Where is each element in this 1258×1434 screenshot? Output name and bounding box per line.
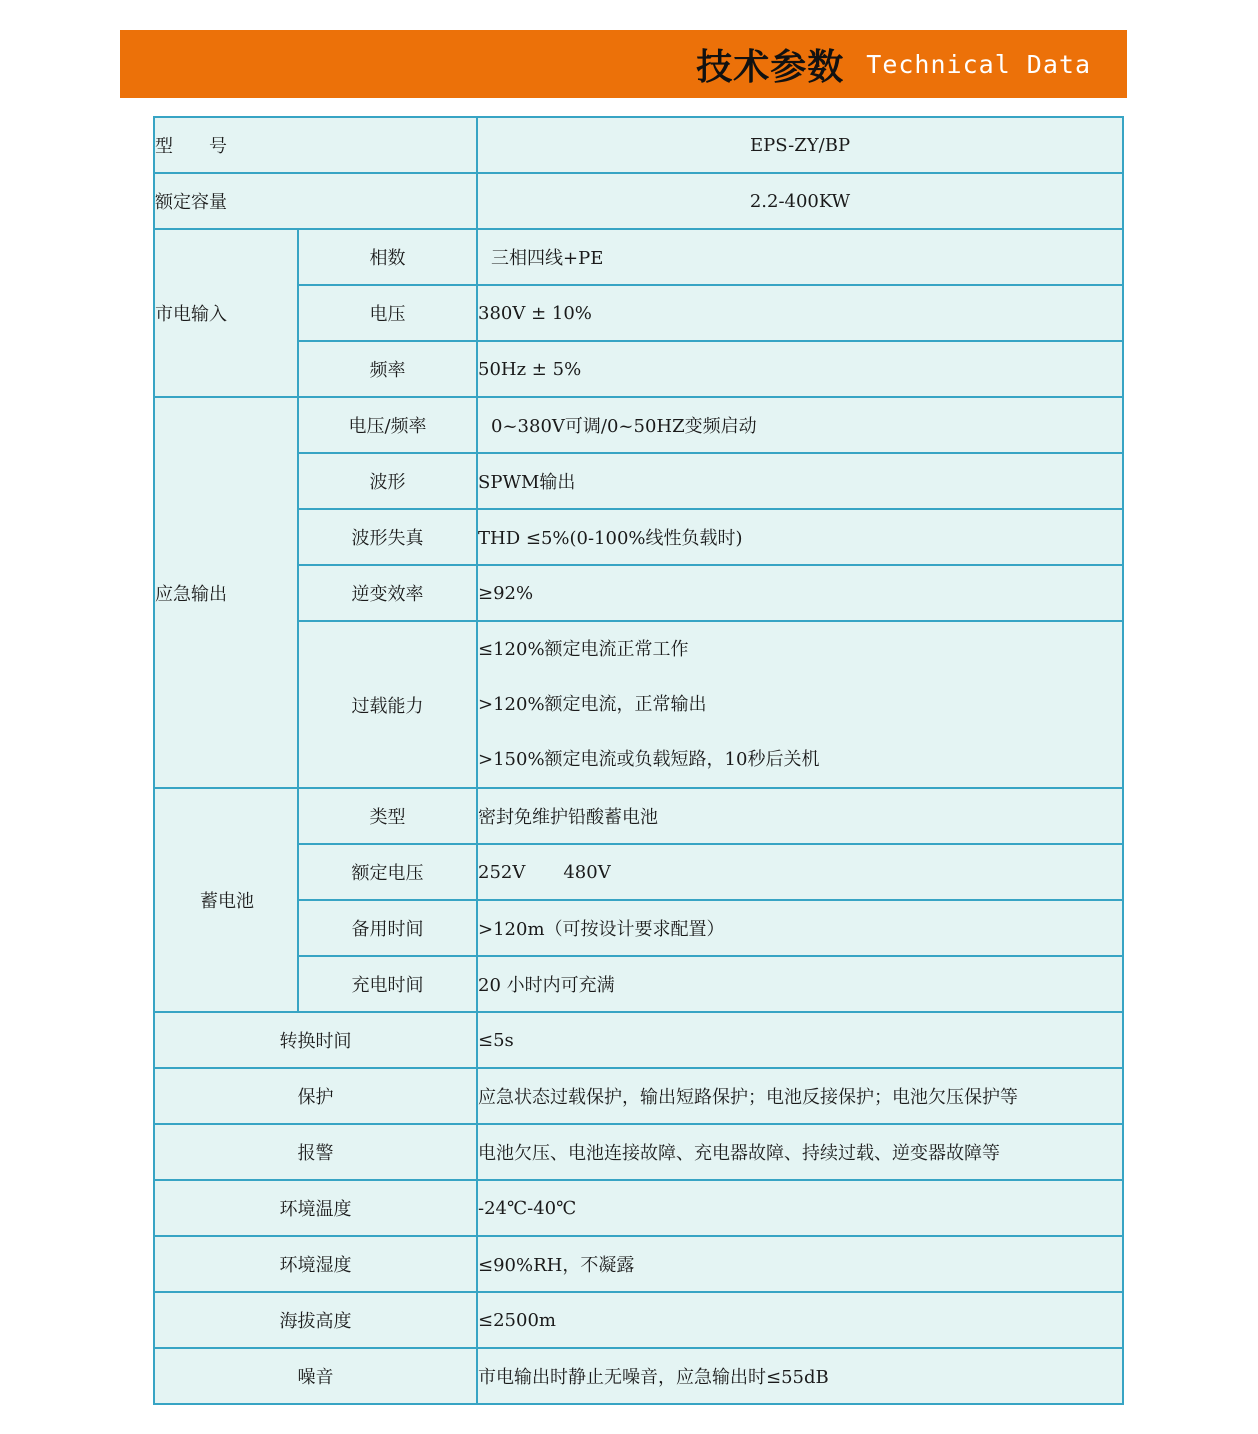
table-row — [154, 397, 1123, 453]
rated-voltage-a: 252V — [478, 861, 526, 883]
table-row — [154, 117, 1123, 173]
row-value-charge-time: 20 小时内可充满 — [477, 956, 1123, 1012]
row-label-waveform: 波形 — [298, 453, 477, 509]
row-value-altitude: ≤2500m — [477, 1292, 1123, 1348]
row-label-inverter-efficiency: 逆变效率 — [298, 565, 477, 621]
row-value-frequency: 50Hz ± 5% — [477, 341, 1123, 397]
table-row — [154, 509, 1123, 565]
table-row — [154, 565, 1123, 621]
table-row — [154, 956, 1123, 1012]
table-row — [154, 844, 1123, 900]
table-row — [154, 621, 1123, 788]
row-label-noise: 噪音 — [154, 1348, 477, 1404]
row-label-overload-capacity: 过载能力 — [298, 621, 477, 788]
row-label-phases: 相数 — [298, 229, 477, 285]
table-row — [154, 229, 1123, 285]
title-english: Technical Data — [866, 49, 1091, 79]
row-value-input-voltage: 380V ± 10% — [477, 285, 1123, 341]
row-label-protection: 保护 — [154, 1068, 477, 1124]
table-row — [154, 1124, 1123, 1180]
row-label-capacity: 额定容量 — [154, 173, 477, 229]
row-value-alarm: 电池欠压、电池连接故障、充电器故障、持续过载、逆变器故障等 — [477, 1124, 1123, 1180]
table-row — [154, 788, 1123, 844]
row-label-ambient-humidity: 环境湿度 — [154, 1236, 477, 1292]
row-value-ambient-humidity: ≤90%RH，不凝露 — [477, 1236, 1123, 1292]
row-value-ambient-temperature: -24℃-40℃ — [477, 1180, 1123, 1236]
table-row — [154, 1012, 1123, 1068]
title-chinese: 技术参数 — [696, 46, 845, 88]
table-row — [154, 285, 1123, 341]
table-row — [154, 1348, 1123, 1404]
row-label-transfer-time: 转换时间 — [154, 1012, 477, 1068]
row-value-capacity: 2.2-400KW — [477, 173, 1123, 229]
row-label-rated-voltage: 额定电压 — [298, 844, 477, 900]
table-row — [154, 173, 1123, 229]
table-row — [154, 900, 1123, 956]
row-value-backup-time: >120m（可按设计要求配置） — [477, 900, 1123, 956]
row-label-altitude: 海拔高度 — [154, 1292, 477, 1348]
row-label-backup-time: 备用时间 — [298, 900, 477, 956]
row-value-voltage-frequency: 0~380V可调/0~50HZ变频启动 — [477, 397, 1123, 453]
row-label-frequency: 频率 — [298, 341, 477, 397]
row-label-charge-time: 充电时间 — [298, 956, 477, 1012]
table-row — [154, 341, 1123, 397]
table-row — [154, 453, 1123, 509]
table-row — [154, 1180, 1123, 1236]
table-row — [154, 1068, 1123, 1124]
row-value-overload-capacity — [477, 621, 1123, 788]
row-value-phases: 三相四线+PE — [477, 229, 1123, 285]
rated-voltage-b: 480V — [563, 861, 611, 883]
row-value-protection: 应急状态过载保护，输出短路保护；电池反接保护；电池欠压保护等 — [477, 1068, 1123, 1124]
group-label-emergency-output: 应急输出 — [154, 397, 298, 788]
row-value-battery-type: 密封免维护铅酸蓄电池 — [477, 788, 1123, 844]
row-value-noise: 市电输出时静止无噪音，应急输出时≤55dB — [477, 1348, 1123, 1404]
row-label-voltage-frequency: 电压/频率 — [298, 397, 477, 453]
row-value-waveform: SPWM输出 — [477, 453, 1123, 509]
overload-line: >120%额定电流，正常输出 — [478, 694, 707, 715]
overload-line: ≤120%额定电流正常工作 — [478, 639, 689, 660]
row-label-model: 型 号 — [154, 117, 477, 173]
row-value-model: EPS-ZY/BP — [477, 117, 1123, 173]
header-banner — [120, 30, 1127, 98]
row-label-alarm: 报警 — [154, 1124, 477, 1180]
row-value-transfer-time: ≤5s — [477, 1012, 1123, 1068]
group-label-mains-input: 市电输入 — [154, 229, 298, 397]
row-label-input-voltage: 电压 — [298, 285, 477, 341]
row-value-rated-voltage — [477, 844, 1123, 900]
table-row — [154, 1236, 1123, 1292]
overload-line: >150%额定电流或负载短路，10秒后关机 — [478, 749, 820, 770]
group-label-battery: 蓄电池 — [154, 788, 298, 1012]
table-row — [154, 1292, 1123, 1348]
row-value-waveform-distortion: THD ≤5%(0-100%线性负载时) — [477, 509, 1123, 565]
row-label-waveform-distortion: 波形失真 — [298, 509, 477, 565]
spec-table — [153, 116, 1124, 1405]
row-label-battery-type: 类型 — [298, 788, 477, 844]
row-label-ambient-temperature: 环境温度 — [154, 1180, 477, 1236]
row-value-inverter-efficiency: ≥92% — [477, 565, 1123, 621]
